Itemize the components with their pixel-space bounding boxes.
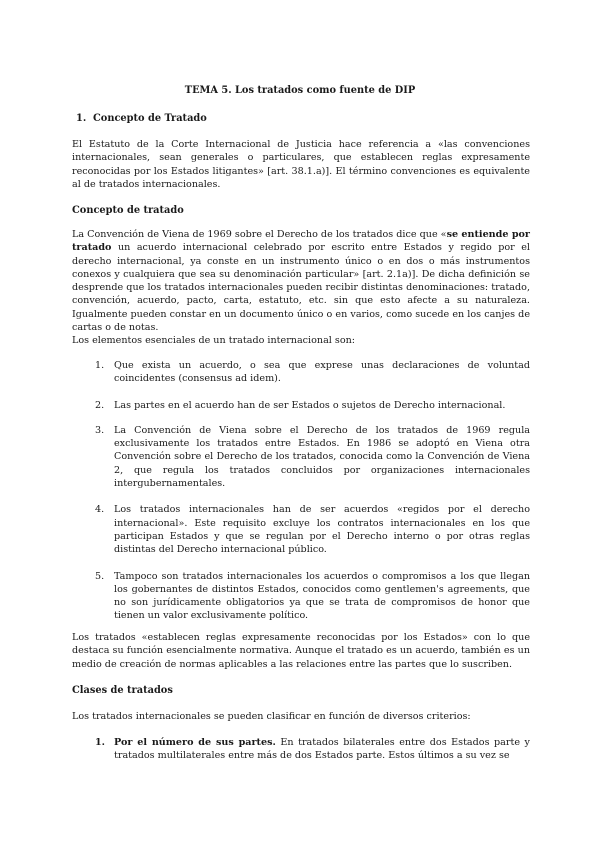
list-item-text: Que exista un acuerdo, o sea que exprese unas declaraciones de voluntad coincidentes (consensus ad idem). — [114, 360, 530, 385]
list-marker: 2. — [95, 399, 105, 411]
list-item-text: Tampoco son tratados internacionales los acuerdos o compromisos a los que llegan los gobernantes de distintos Estados, conocidos como gentlemen's agreements, que no son jurídicamente obligatorios ya que se trata de compromisos de honor que tienen un valor exclusivamente político. — [114, 570, 530, 622]
clases-heading: Clases de tratados — [72, 685, 173, 696]
concepto-text-before: La Convención de Viena de 1969 sobre el Derecho de los tratados dice que « — [72, 229, 447, 240]
section-title: Concepto de Tratado — [93, 113, 207, 124]
elementos-list — [95, 359, 530, 623]
list-item — [95, 736, 530, 763]
list-item — [95, 399, 530, 412]
list-marker: 1. — [95, 737, 106, 748]
list-item-text: Los tratados internacionales han de ser acuerdos «regidos por el derecho internacional». Este requisito excluye los contratos internacionales en los que participan Estados y que se regulan por el Derecho interno o por otras reglas distintas del Derecho internacional público. — [114, 504, 530, 556]
list-item-text: Las partes en el acuerdo han de ser Estados o sujetos de Derecho internacional. — [114, 399, 506, 411]
section-heading — [76, 112, 207, 125]
list-item-text: La Convención de Viena sobre el Derecho de los tratados de 1969 regula exclusivamente los tratados entre Estados. En 1986 se adoptó en Viena otra Convención sobre el Derecho de los tratados, conocida como la Convención de Viena 2, que regula los tratados concluidos por organizaciones internacionales intergubernamentales. — [114, 424, 530, 490]
list-item — [95, 503, 530, 556]
clases-intro: Los tratados internacionales se pueden clasificar en función de diversos criterios: — [72, 711, 471, 722]
section-number: 1. — [76, 113, 87, 124]
list-item-text: En tratados bilaterales entre dos Estados parte y tratados multilaterales entre más de dos Estados parte. Estos últimos a su vez se — [114, 737, 530, 762]
list-marker: 5. — [95, 570, 105, 582]
reglas-paragraph: Los tratados «establecen reglas expresamente reconocidas por los Estados» con lo que destaca su función esencialmente normativa. Aunque el tratado es un acuerdo, también es un medio de creación de normas aplicables a las relaciones entre las partes que lo suscriben. — [72, 632, 530, 670]
concepto-text-after: un acuerdo internacional celebrado por escrito entre Estados y regido por el derecho internacional, ya conste en un instrumento único o en dos o más instrumentos conexos y cualquiera que sea su denominación particular» [art. 2.1a)]. De dicha definición se desprende que los tratados internacionales pueden recibir distintas denominaciones: tratado, convención, acuerdo, pacto, carta, estatuto, etc. sin que esto afecte a su naturaleza. Igualmente pueden constar en un documento único o en varios, como sucede en los canjes de cartas o de notas. — [72, 242, 530, 334]
list-item — [95, 570, 530, 623]
list-item — [95, 424, 530, 490]
list-marker: 4. — [95, 504, 105, 516]
intro-paragraph: El Estatuto de la Corte Internacional de Justicia hace referencia a «las convenciones internacionales, sean generales o particulares, que establecen reglas expresamente reconocidas por los Estados litigantes» [art. 38.1.a)]. El término convenciones es equivalente al de tratados internacionales. — [72, 139, 530, 190]
clases-list — [95, 736, 530, 763]
concepto-paragraph — [72, 228, 530, 334]
list-marker: 1. — [95, 360, 105, 371]
concepto-text-bold: se entiende por tratado — [72, 229, 530, 254]
concepto-heading: Concepto de tratado — [72, 205, 184, 216]
list-item — [95, 359, 530, 386]
list-marker: 3. — [95, 424, 105, 436]
elementos-intro: Los elementos esenciales de un tratado internacional son: — [72, 335, 356, 346]
list-item-bold: Por el número de sus partes. — [114, 737, 276, 748]
document-title: TEMA 5. Los tratados como fuente de DIP — [184, 85, 416, 96]
